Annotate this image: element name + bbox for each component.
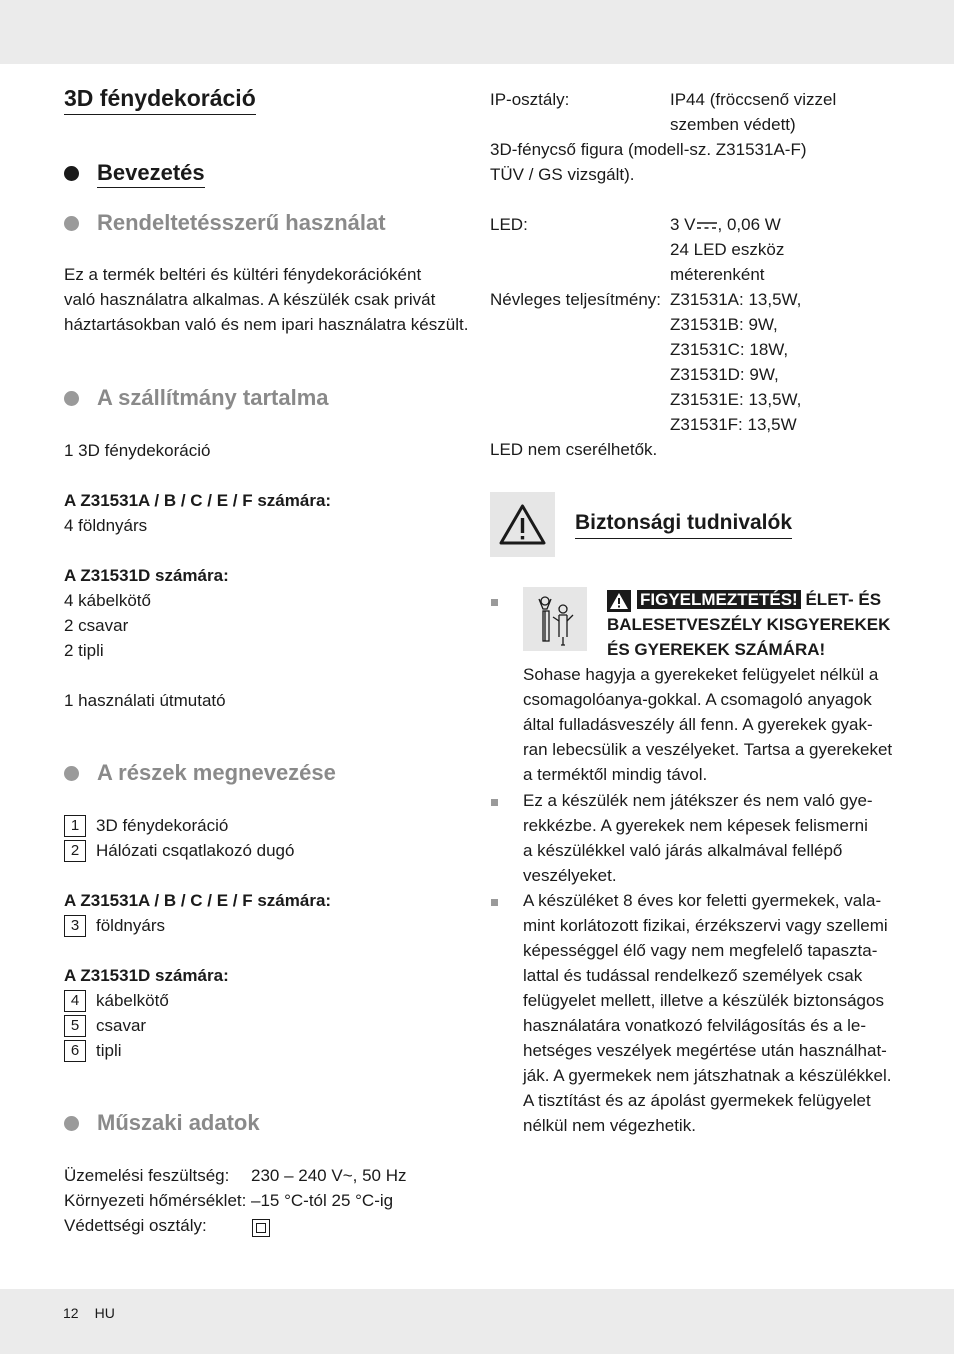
bullet-square-icon — [491, 899, 498, 906]
tech-power-value: Z31531A: 13,5W, — [670, 290, 802, 309]
delivery-item: 4 kábelkötő — [64, 591, 151, 610]
bullet-dot-icon — [64, 766, 79, 781]
page-language: HU — [94, 1305, 115, 1321]
part-number: 5 — [64, 1015, 86, 1037]
tech-ip-value: szemben védett) — [670, 115, 796, 134]
tech-led-value: méterenként — [670, 265, 765, 284]
protection-class-ii-icon — [252, 1217, 270, 1237]
safety-text-line: által fulladásveszély áll fenn. A gyerekek gyak- — [523, 715, 873, 734]
safety-text-line: Ez a készülék nem játékszer és nem való gye- — [523, 791, 873, 810]
safety-text-line: a terméktől mindig távol. — [523, 765, 708, 784]
safety-text-line: csomagolóanya-gokkal. A csomagoló anyagok — [523, 690, 872, 709]
delivery-item: 1 3D fénydekoráció — [64, 441, 211, 460]
intended-use-line: Ez a termék beltéri és kültéri fénydekorációként — [64, 265, 422, 284]
section-delivery-title: A szállítmány tartalma — [97, 385, 329, 410]
tech-led-value: 24 LED eszköz — [670, 240, 785, 259]
warning-heading: ÉLET- ÉS — [805, 590, 882, 609]
part-label: tipli — [96, 1041, 122, 1060]
part-item — [64, 913, 165, 938]
top-bar — [0, 0, 954, 64]
part-number: 4 — [64, 990, 86, 1012]
tech-led-label: LED: — [490, 215, 528, 234]
section-intro-title: Bevezetés — [97, 159, 205, 188]
tech-led-note: LED nem cserélhetők. — [490, 440, 658, 459]
bullet-dot-icon — [64, 1116, 79, 1131]
tech-temp-value: –15 °C-tól 25 °C-ig — [251, 1191, 394, 1210]
safety-text-line: rekkézbe. A gyerekek nem képesek felismerni — [523, 816, 868, 835]
safety-text-line: A készüléket 8 éves kor feletti gyermekek, vala- — [523, 891, 882, 910]
child-warning-icon — [523, 587, 587, 651]
safety-text-line: veszélyeket. — [523, 866, 617, 885]
bullet-dot-icon — [64, 391, 79, 406]
section-tech-heading — [64, 1109, 260, 1137]
part-label: kábelkötő — [96, 991, 169, 1010]
part-item — [64, 813, 228, 838]
intended-use-line: háztartásokban való és nem ipari használatra készült. — [64, 315, 469, 334]
page-footer — [63, 1305, 131, 1321]
warning-heading-line — [607, 587, 881, 612]
tech-power-value: Z31531C: 18W, — [670, 340, 789, 359]
tech-voltage-label: Üzemelési feszültség: — [64, 1166, 230, 1185]
part-item — [64, 838, 294, 863]
safety-text-line: A tisztítást és az ápolást gyermekek felügyelet — [523, 1091, 871, 1110]
delivery-item: 4 földnyárs — [64, 516, 148, 535]
safety-text-line: lattal és tudással rendelkező személyek csak — [523, 966, 863, 985]
part-label: csavar — [96, 1016, 147, 1035]
section-intended-use-heading — [64, 209, 386, 237]
delivery-item: 2 csavar — [64, 616, 129, 635]
part-number: 2 — [64, 840, 86, 862]
part-number: 6 — [64, 1040, 86, 1062]
bullet-square-icon — [491, 599, 498, 606]
tech-ip-value: IP44 (fröccsenő vizzel — [670, 90, 837, 109]
warning-heading: ÉS GYEREKEK SZÁMÁRA! — [607, 640, 826, 659]
delivery-item: 1 használati útmutató — [64, 691, 226, 710]
safety-text-line: képességgel élő vagy nem megfelelő tapaszta- — [523, 941, 878, 960]
safety-text-line: mint korlátozott fizikai, érzékszervi vagy szellemi — [523, 916, 888, 935]
tech-power-value: Z31531D: 9W, — [670, 365, 779, 384]
delivery-group-title: A Z31531D számára: — [64, 566, 229, 585]
part-number: 1 — [64, 815, 86, 837]
delivery-group-title: A Z31531A / B / C / E / F számára: — [64, 491, 332, 510]
tech-power-value: Z31531E: 13,5W, — [670, 390, 802, 409]
document-title: 3D fénydekoráció — [64, 84, 256, 115]
section-delivery-heading — [64, 384, 329, 412]
warning-heading: BALESETVESZÉLY KISGYEREKEK — [607, 615, 891, 634]
bullet-dot-icon — [64, 166, 79, 181]
part-item — [64, 988, 169, 1013]
tech-power-label: Névleges teljesítmény: — [490, 290, 662, 309]
tech-tube-line: TÜV / GS vizsgált). — [490, 165, 635, 184]
section-tech-title: Műszaki adatok — [97, 1110, 260, 1135]
section-intended-use-title: Rendeltetésszerű használat — [97, 210, 386, 235]
part-number: 3 — [64, 915, 86, 937]
delivery-item: 2 tipli — [64, 641, 104, 660]
tech-tube-line: 3D-fénycső figura (modell-sz. Z31531A-F) — [490, 140, 807, 159]
safety-text-line: hetséges veszélyek megértése után használhat- — [523, 1041, 887, 1060]
part-label: 3D fénydekoráció — [96, 816, 229, 835]
safety-text-line: nélkül nem végezhetik. — [523, 1116, 696, 1135]
part-label: Hálózati csqatlakozó dugó — [96, 841, 295, 860]
part-item — [64, 1038, 122, 1063]
bullet-square-icon — [491, 799, 498, 806]
parts-group-title: A Z31531D számára: — [64, 966, 229, 985]
dc-current-icon — [696, 219, 718, 233]
section-intro-heading — [64, 159, 205, 188]
warning-triangle-icon — [490, 492, 555, 557]
bullet-dot-icon — [64, 216, 79, 231]
warning-label: FIGYELMEZTETÉS! — [637, 590, 801, 609]
safety-text-line: Sohase hagyja a gyerekeket felügyelet nélkül a — [523, 665, 879, 684]
section-parts-heading — [64, 759, 336, 787]
tech-protection-label: Védettségi osztály: — [64, 1216, 207, 1235]
tech-led-value — [670, 212, 781, 237]
bottom-bar — [0, 1289, 954, 1354]
safety-text-line: használatára vonatkozó felvilágosítás és a le- — [523, 1016, 867, 1035]
led-power: , 0,06 W — [717, 215, 781, 234]
tech-voltage-value: 230 – 240 V~, 50 Hz — [251, 1166, 407, 1185]
tech-power-value: Z31531B: 9W, — [670, 315, 778, 334]
safety-text-line: a készülékkel való járás alkalmával fellépő — [523, 841, 843, 860]
intended-use-line: való használatra alkalmas. A készülék csak privát — [64, 290, 436, 309]
part-label: földnyárs — [96, 916, 165, 935]
safety-text-line: felügyelet mellett, illetve a készülék biztonságos — [523, 991, 884, 1010]
tech-ip-label: IP-osztály: — [490, 90, 570, 109]
parts-group-title: A Z31531A / B / C / E / F számára: — [64, 891, 332, 910]
part-item — [64, 1013, 146, 1038]
tech-temp-label: Környezeti hőmérséklet: — [64, 1191, 247, 1210]
safety-title: Biztonsági tudnivalók — [575, 509, 792, 539]
warning-small-triangle-icon — [607, 590, 631, 612]
led-voltage: 3 V — [670, 215, 696, 234]
page-number: 12 — [63, 1305, 79, 1321]
tech-power-value: Z31531F: 13,5W — [670, 415, 797, 434]
safety-text-line: ják. A gyermekek nem játszhatnak a készülékkel. — [523, 1066, 892, 1085]
safety-text-line: ran lebecsülik a veszélyeket. Tartsa a gyerekeket — [523, 740, 893, 759]
section-parts-title: A részek megnevezése — [97, 760, 336, 785]
